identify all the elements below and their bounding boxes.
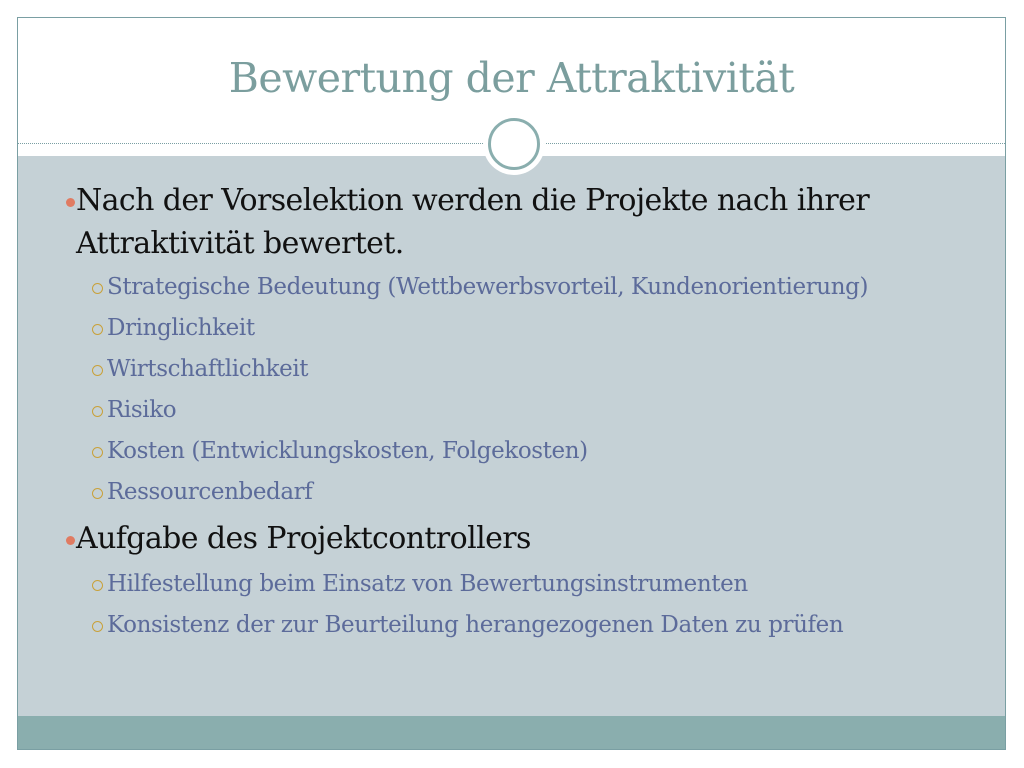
level2-bullet-icon xyxy=(92,365,103,376)
level1-bullet-icon xyxy=(66,198,75,207)
level2-bullet-icon xyxy=(92,488,103,499)
bullet-item: Aufgabe des Projektcontrollers xyxy=(76,521,531,556)
content-area xyxy=(18,156,1005,716)
bullet-item: Nach der Vorselektion werden die Projekte nach ihrer Attraktivität bewertet. xyxy=(76,183,870,261)
sub-bullet-item: Ressourcenbedarf xyxy=(107,479,313,505)
level2-bullet-icon xyxy=(92,283,103,294)
level2-bullet-icon xyxy=(92,324,103,335)
slide-title: Bewertung der Attraktivität xyxy=(228,54,795,102)
level2-bullet-icon xyxy=(92,406,103,417)
sub-bullet-item: Wirtschaftlichkeit xyxy=(107,356,309,382)
sub-bullet-item: Strategische Bedeutung (Wettbewerbsvorteil, Kundenorientierung) xyxy=(107,274,869,300)
slide xyxy=(17,17,1006,750)
sub-bullet-item: Dringlichkeit xyxy=(107,315,255,341)
footer-band xyxy=(18,716,1005,750)
level2-bullet-icon xyxy=(92,621,103,632)
sub-bullet-item: Konsistenz der zur Beurteilung herangezogenen Daten zu prüfen xyxy=(107,612,844,638)
ring-circle-icon xyxy=(488,118,540,170)
level2-bullet-icon xyxy=(92,580,103,591)
level2-bullet-icon xyxy=(92,447,103,458)
sub-bullet-item: Kosten (Entwicklungskosten, Folgekosten) xyxy=(107,438,588,464)
sub-bullet-item: Risiko xyxy=(107,397,177,423)
sub-bullet-item: Hilfestellung beim Einsatz von Bewertungsinstrumenten xyxy=(107,571,748,597)
level1-bullet-icon xyxy=(66,536,75,545)
